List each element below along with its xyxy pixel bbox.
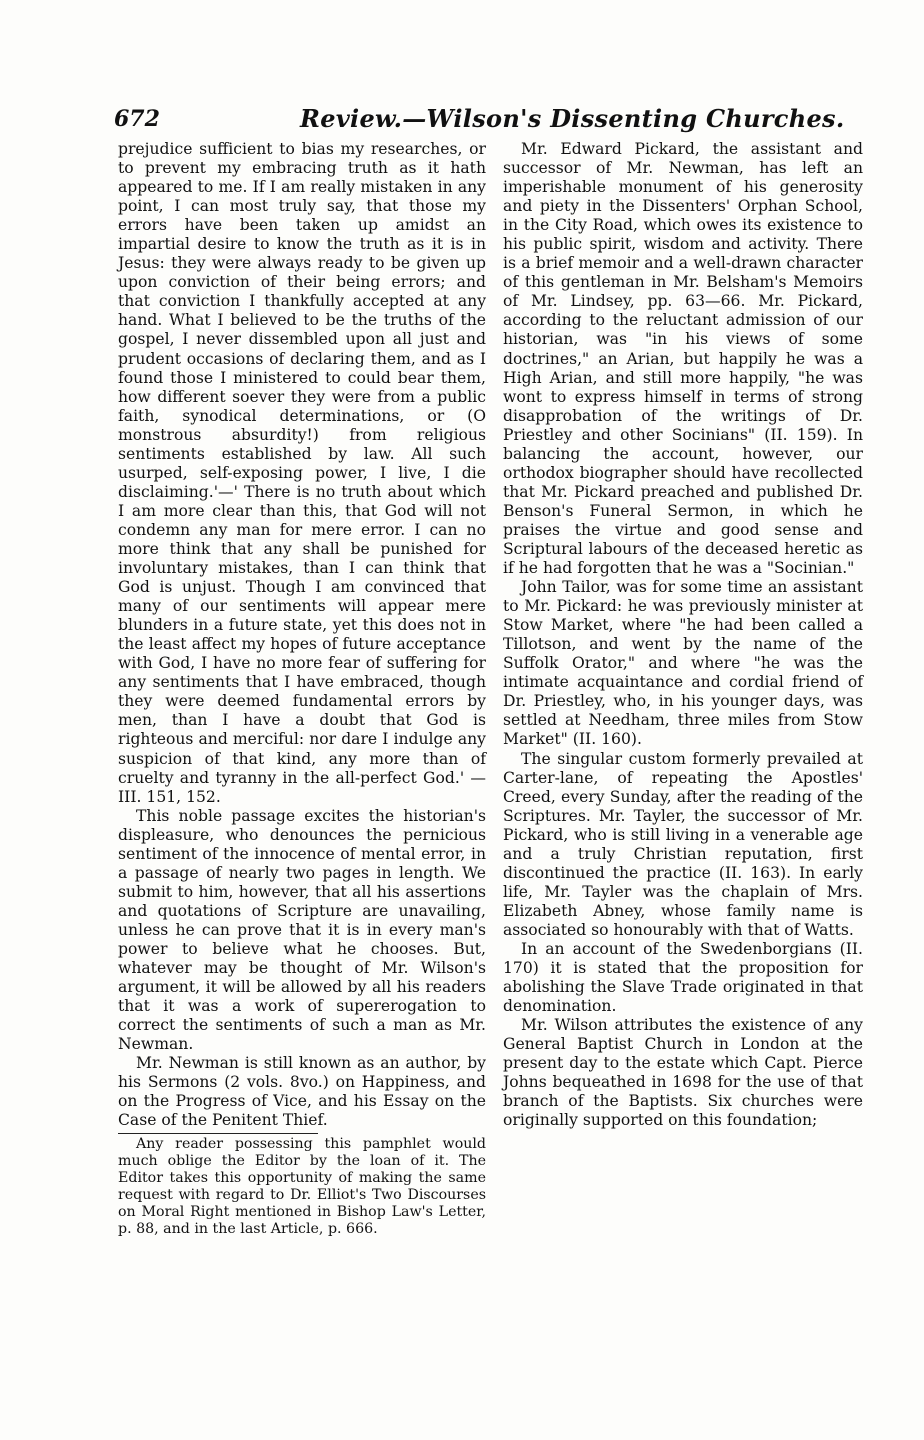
right-paragraph-3: The singular custom formerly prevailed at Carter-lane, of repeating the Apostles' Creed, every Sunday, after the reading of the Scriptures. Mr. Tayler, the successor of Mr. Pickard, who is still living in a venerable age and a truly Christian reputation, first discontinued the practice (II. 163). In early life, Mr. Tayler was the chaplain of Mrs. Elizabeth Abney, whose family name is associated so honourably with that of Watts. bbox=[503, 749, 863, 939]
right-paragraph-5: Mr. Wilson attributes the existence of any General Baptist Church in London at the present day to the estate which Capt. Pierce Johns bequeathed in 1698 for the use of that branch of the Baptists. Six churches were originally supported on this foundation; bbox=[503, 1016, 863, 1130]
left-column bbox=[118, 140, 486, 1238]
right-column bbox=[503, 140, 863, 1130]
right-paragraph-2: John Tailor, was for some time an assistant to Mr. Pickard: he was previously minister at Stow Market, where "he had been called a Tillotson, and went by the name of the Suffolk Orator," and where "he was the intimate acquaintance and cordial friend of Dr. Priestley, who, in his younger days, was settled at Needham, three miles from Stow Market" (II. 160). bbox=[503, 578, 863, 749]
right-paragraph-1: Mr. Edward Pickard, the assistant and successor of Mr. Newman, has left an imperishable monument of his generosity and piety in the Dissenters' Orphan School, in the City Road, which owes its existence to his public spirit, wisdom and activity. There is a brief memoir and a well-drawn character of this gentleman in Mr. Belsham's Memoirs of Mr. Lindsey, pp. 63—66. Mr. Pickard, according to the reluctant admission of our historian, was "in his views of some doctrines," an Arian, but happily he was a High Arian, and still more happily, "he was wont to express himself in terms of strong disapprobation of the writings of Dr. Priestley and other Socinians" (II. 159). In balancing the account, however, our orthodox biographer should have recollected that Mr. Pickard preached and published Dr. Benson's Funeral Sermon, in which he praises the virtue and good sense and Scriptural labours of the deceased heretic as if he had forgotten that he was a "Socinian." bbox=[503, 140, 863, 578]
left-paragraph-3: Mr. Newman is still known as an author, by his Sermons (2 vols. 8vo.) on Happiness, and on the Progress of Vice, and his Essay on the Case of the Penitent Thief. bbox=[118, 1054, 486, 1130]
footnote: Any reader possessing this pamphlet would much oblige the Editor by the loan of it. The Editor takes this opportunity of making the same request with regard to Dr. Elliot's Two Discourses on Moral Right mentioned in Bishop Law's Letter, p. 88, and in the last Article, p. 666. bbox=[118, 1136, 486, 1238]
page-number: 672 bbox=[114, 106, 160, 132]
footnote-rule bbox=[118, 1133, 318, 1134]
left-paragraph-2: This noble passage excites the historian's displeasure, who denounces the pernicious sentiment of the innocence of mental error, in a passage of nearly two pages in length. We submit to him, however, that all his assertions and quotations of Scripture are unavailing, unless he can prove that it is in every man's power to believe what he chooses. But, whatever may be thought of Mr. Wilson's argument, it will be allowed by all his readers that it was a work of supererogation to correct the sentiments of such a man as Mr. Newman. bbox=[118, 806, 486, 1054]
right-paragraph-4: In an account of the Swedenborgians (II. 170) it is stated that the proposition for abolishing the Slave Trade originated in that denomination. bbox=[503, 939, 863, 1016]
running-title: Review.—Wilson's Dissenting Churches. bbox=[300, 104, 845, 133]
left-paragraph-1: prejudice sufficient to bias my researches, or to prevent my embracing truth as it hath appeared to me. If I am really mistaken in any point, I can most truly say, that those my errors have been taken up amidst an impartial desire to know the truth as it is in Jesus: they were always ready to be given up upon conviction of their being errors; and that conviction I thankfully accepted at any hand. What I believed to be the truths of the gospel, I never dissembled upon all just and prudent occasions of declaring them, and as I found those I ministered to could bear them, how different soever they were from a public faith, synodical determinations, or (O monstrous absurdity!) from religious sentiments established by law. All such usurped, self-exposing power, I live, I die disclaiming.'—' There is no truth about which I am more clear than this, that God will not condemn any man for mere error. I can no more think that any shall be punished for involuntary mistakes, than I can think that God is unjust. Though I am convinced that many of our sentiments will appear mere blunders in a future state, yet this does not in the least affect my hopes of future acceptance with God, I have no more fear of suffering for any sentiments that I have embraced, though they were deemed fundamental errors by men, than I have a doubt that God is righteous and merciful: nor dare I indulge any suspicion of that kind, any more than of cruelty and tyranny in the all-perfect God.' —III. 151, 152. bbox=[118, 140, 486, 806]
